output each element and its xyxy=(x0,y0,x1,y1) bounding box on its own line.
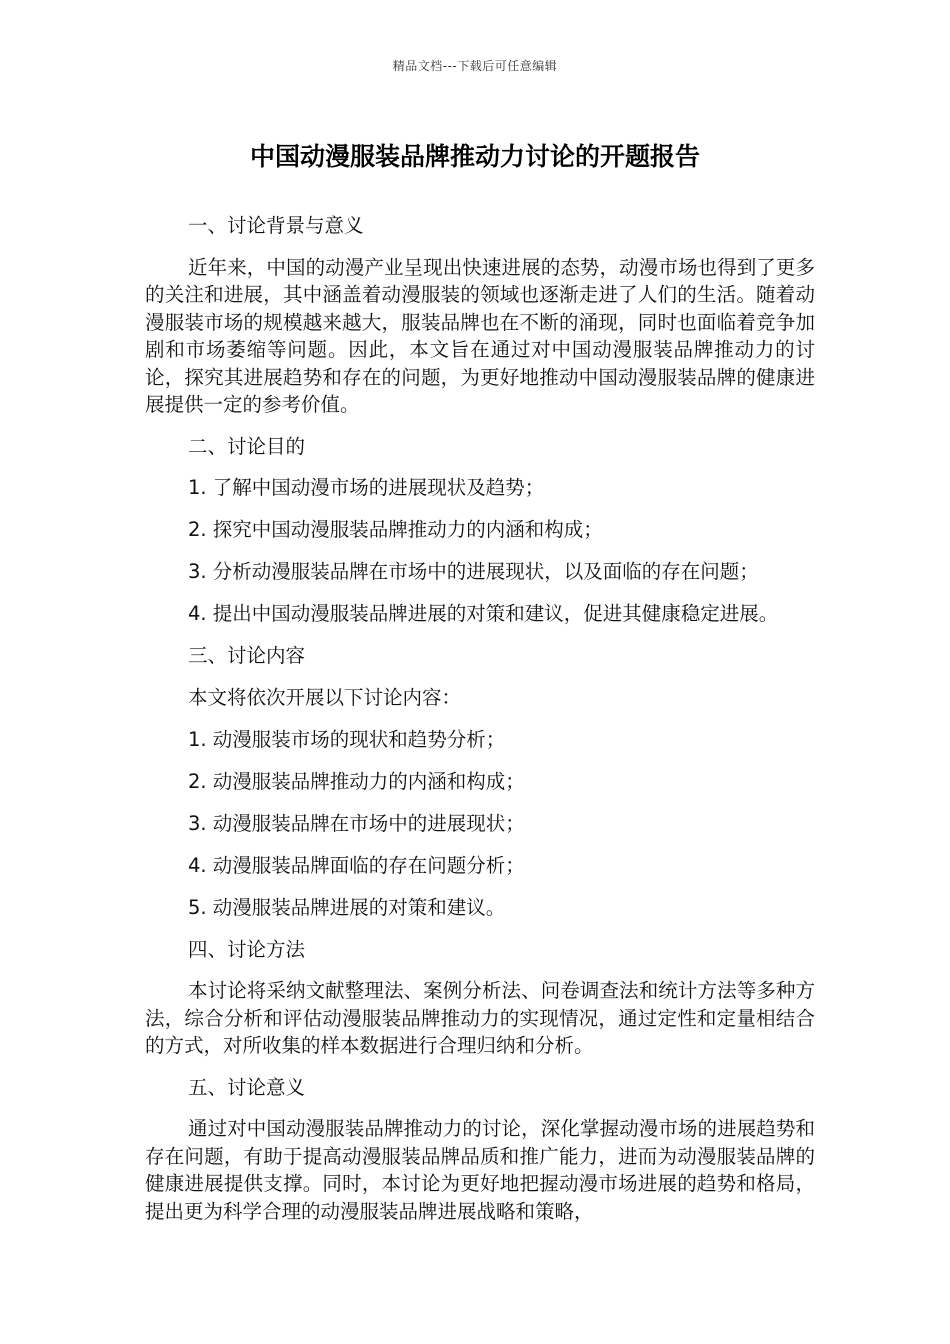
list-item: 3. 分析动漫服装品牌在市场中的进展现状，以及面临的存在问题； xyxy=(188,560,759,583)
paragraph-background: 近年来，中国的动漫产业呈现出快速进展的态势，动漫市场也得到了更多的关注和进展，其中涵盖着动漫服装的领域也逐渐走进了人们的生活。随着动漫服装市场的规模越来越大，服装品牌也在不断的涌现，同时也面临着竞争加剧和市场萎缩等问题。因此，本文旨在通过对中国动漫服装品牌推动力的讨论，探究其进展趋势和存在的问题，为更好地推动中国动漫服装品牌的健康进展提供一定的参考价值。 xyxy=(145,255,815,416)
document-body xyxy=(145,212,815,1225)
document-title: 中国动漫服装品牌推动力讨论的开题报告 xyxy=(249,142,700,171)
list-item: 4. 提出中国动漫服装品牌进展的对策和建议，促进其健康稳定进展。 xyxy=(188,602,779,625)
section-heading-content: 三、讨论内容 xyxy=(188,644,306,667)
section-heading-background: 一、讨论背景与意义 xyxy=(188,214,364,237)
list-item: 3. 动漫服装品牌在市场中的进展现状； xyxy=(188,811,525,835)
paragraph-significance: 通过对中国动漫服装品牌推动力的讨论，深化掌握动漫市场的进展趋势和存在问题，有助于提高动漫服装品牌品质和推广能力，进而为动漫服装品牌的健康进展提供支撑。同时，本讨论为更好地把握动漫市场进展的趋势和格局，提出更为科学合理的动漫服装品牌进展战略和策略， xyxy=(145,1117,815,1223)
section-heading-purpose: 二、讨论目的 xyxy=(188,434,306,458)
list-item: 5. 动漫服装品牌进展的对策和建议。 xyxy=(188,895,506,919)
section-heading-significance: 五、讨论意义 xyxy=(188,1075,306,1099)
list-item: 1. 了解中国动漫市场的进展现状及趋势； xyxy=(188,476,545,499)
list-item: 2. 探究中国动漫服装品牌推动力的内涵和构成； xyxy=(188,518,603,541)
list-item: 4. 动漫服装品牌面临的存在问题分析； xyxy=(188,853,525,877)
section-heading-method: 四、讨论方法 xyxy=(188,937,306,961)
paragraph-method: 本讨论将采纳文献整理法、案例分析法、问卷调查法和统计方法等多种方法，综合分析和评估动漫服装品牌推动力的实现情况，通过定性和定量相结合的方式，对所收集的样本数据进行合理归纳和分析。 xyxy=(145,979,815,1057)
list-item: 1. 动漫服装市场的现状和趋势分析； xyxy=(188,727,506,751)
list-item: 2. 动漫服装品牌推动力的内涵和构成； xyxy=(188,769,525,793)
content-intro: 本文将依次开展以下讨论内容： xyxy=(188,685,462,709)
header-note: 精品文档---下载后可任意编辑 xyxy=(392,59,558,73)
